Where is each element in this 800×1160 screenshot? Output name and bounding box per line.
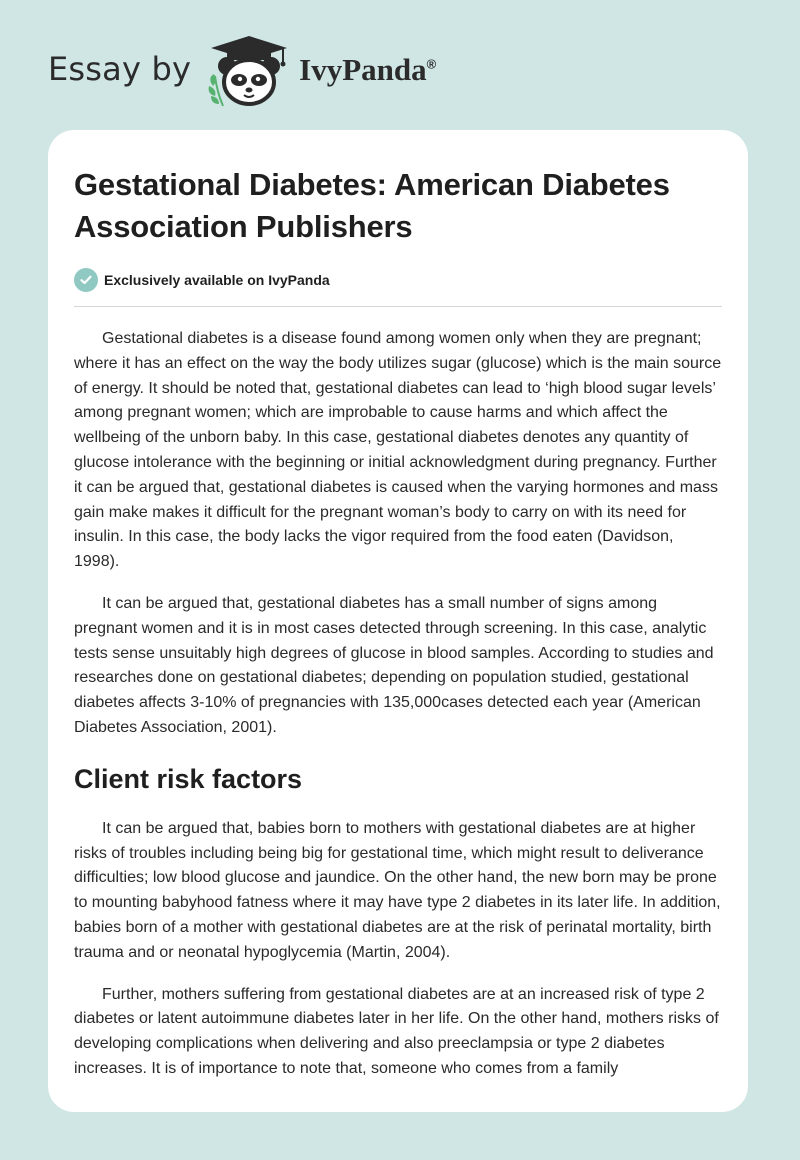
paragraph: It can be argued that, gestational diabetes has a small number of signs among pregnant women and it is in most cases detected through screening. In this case, analytic tests sense unsuitably high degrees of glucose in blood samples. According to studies and researches done on gestational diabetes; depending on population studied, gestational diabetes affects 3-10% of pregnancies with 135,000cases detected each year (American Diabetes Association, 2001).: [74, 594, 714, 736]
exclusive-label: Exclusively available on IvyPanda: [104, 272, 330, 288]
page-title: Gestational Diabetes: American Diabetes Association Publishers: [74, 167, 670, 244]
exclusive-banner: [74, 268, 722, 307]
brand-name: IvyPanda®: [299, 52, 437, 87]
brand-prefix: Essay by: [48, 50, 192, 88]
article-card: [48, 130, 748, 1112]
panda-graduate-logo-icon: [205, 34, 293, 108]
check-circle-icon: [74, 268, 98, 292]
paragraph: Gestational diabetes is a disease found among women only when they are pregnant; where it has an effect on the way the body utilizes sugar (glucose) which is the main source of energy. It should be noted that, gestational diabetes can lead to ‘high blood sugar levels’ among pregnant women; which are improbable to cause harms and which affect the wellbeing of the unborn baby. In this case, gestational diabetes denotes any quantity of glucose intolerance with the beginning or initial acknowledgment during pregnancy. Further it can be argued that, gestational diabetes is caused when the varying hormones and mass gain make makes it difficult for the pregnant woman’s body to carry on with its need for insulin. In this case, the body lacks the vigor required from the food eaten (Davidson, 1998).: [74, 330, 722, 571]
paragraph: It can be argued that, babies born to mothers with gestational diabetes are at higher risks of troubles including being big for gestational time, which might result to deliverance difficulties; low blood glucose and jaundice. On the other hand, the new born may be prone to mounting babyhood fatness where it may have type 2 diabetes in its later life. In addition, babies born of a mother with gestational diabetes are at the risk of perinatal mortality, birth trauma and or neonatal hypoglycemia (Martin, 2004).: [74, 819, 721, 961]
brand-header[interactable]: [48, 34, 436, 108]
section-heading: Client risk factors: [74, 763, 303, 794]
paragraph: Further, mothers suffering from gestational diabetes are at an increased risk of type 2 diabetes or latent autoimmune diabetes later in her life. On the other hand, mothers risks of developing complications when delivering and also preeclampsia or type 2 diabetes increases. It is of importance to note that, someone who comes from a family: [74, 985, 719, 1077]
